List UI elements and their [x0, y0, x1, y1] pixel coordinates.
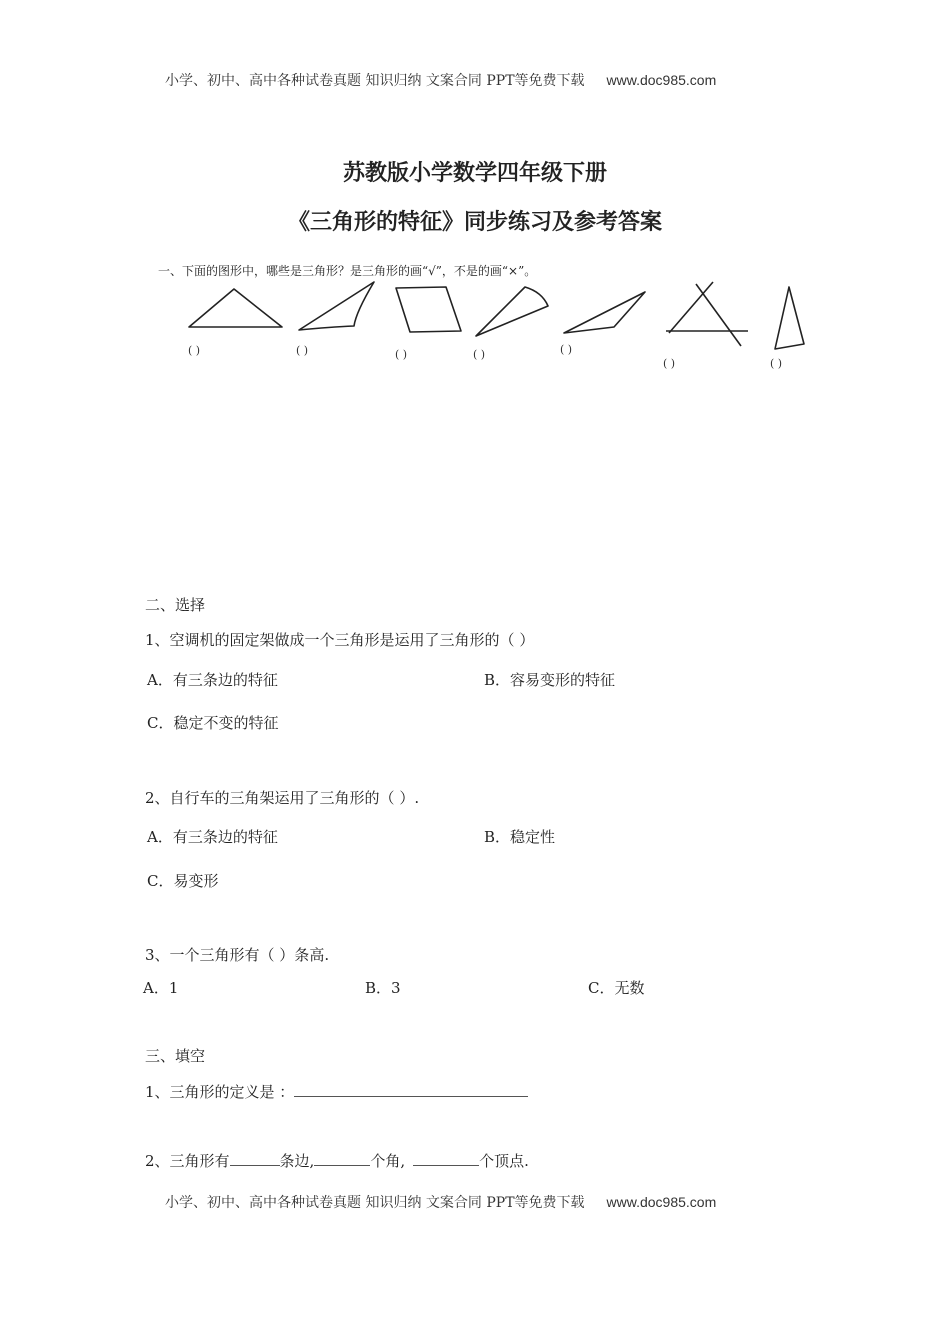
- answer-paren-2[interactable]: ( ): [296, 344, 309, 357]
- q2-3-option-c[interactable]: C．无数: [588, 979, 645, 997]
- header-banner-text: 小学、初中、高中各种试卷真题 知识归纳 文案合同 PPT等免费下载: [165, 73, 585, 89]
- q2-2-option-b[interactable]: B．稳定性: [484, 828, 556, 846]
- page-subtitle: 《三角形的特征》同步练习及参考答案: [287, 209, 662, 235]
- answer-paren-7[interactable]: ( ): [770, 357, 783, 370]
- shape-triangle-obtuse: [189, 289, 282, 327]
- answer-paren-1[interactable]: ( ): [188, 344, 201, 357]
- shapes-figure: [0, 270, 950, 380]
- answer-paren-6[interactable]: ( ): [663, 357, 676, 370]
- fill-q2: [145, 1150, 529, 1171]
- q2-1-option-b[interactable]: B．容易变形的特征: [484, 671, 616, 689]
- shape-cross-line-b: [696, 284, 741, 346]
- q2-3-option-b[interactable]: B．3: [365, 979, 401, 997]
- shape-cross-line-a: [669, 282, 713, 333]
- fill-q1: [145, 1081, 528, 1102]
- q2-2-option-a[interactable]: A．有三条边的特征: [147, 828, 278, 846]
- section1-instruction: 一、下面的图形中，哪些是三角形？是三角形的画“√”，不是的画“×”。: [158, 264, 537, 278]
- q2-2-option-c[interactable]: C．易变形: [147, 872, 219, 890]
- fill-q1-prefix: 1、三角形的定义是 ：: [145, 1083, 295, 1101]
- footer-url-link[interactable]: www.doc985.com: [606, 1194, 717, 1210]
- fill-q2-part2: 条边,: [279, 1152, 315, 1170]
- header-url-link[interactable]: www.doc985.com: [606, 72, 717, 88]
- shape-sector: [476, 287, 548, 336]
- answer-paren-4[interactable]: ( ): [473, 348, 486, 361]
- shape-curved-side: [299, 282, 374, 330]
- shape-quadrilateral: [396, 287, 461, 332]
- q2-1-option-c[interactable]: C．稳定不变的特征: [147, 714, 279, 732]
- fill-q2-blank-edges[interactable]: [230, 1150, 280, 1166]
- shape-thin-triangle: [564, 292, 645, 333]
- fill-q1-blank[interactable]: [294, 1081, 528, 1097]
- footer-banner-text: 小学、初中、高中各种试卷真题 知识归纳 文案合同 PPT等免费下载: [165, 1195, 585, 1211]
- answer-paren-5[interactable]: ( ): [560, 343, 573, 356]
- q2-1-option-a[interactable]: A．有三条边的特征: [147, 671, 278, 689]
- header-banner: [165, 70, 716, 90]
- fill-q2-blank-vertices[interactable]: [413, 1150, 479, 1166]
- section2-heading: 二、选择: [145, 596, 206, 614]
- fill-q2-blank-angles[interactable]: [314, 1150, 370, 1166]
- footer-banner: [165, 1192, 716, 1212]
- fill-q2-part3: 个角,: [370, 1152, 406, 1170]
- section3-heading: 三、填空: [145, 1047, 206, 1065]
- page-title: 苏教版小学数学四年级下册: [342, 160, 607, 186]
- fill-q2-part4: 个顶点.: [479, 1152, 529, 1170]
- q2-3-stem: 3、一个三角形有（ ）条高.: [145, 946, 330, 964]
- q2-1-stem: 1、空调机的固定架做成一个三角形是运用了三角形的（ ）: [145, 631, 535, 649]
- q2-3-option-a[interactable]: A．1: [143, 979, 179, 997]
- fill-q2-part1: 2、三角形有: [145, 1152, 230, 1170]
- shape-narrow-triangle: [775, 287, 804, 349]
- answer-paren-3[interactable]: ( ): [395, 348, 408, 361]
- q2-2-stem: 2、自行车的三角架运用了三角形的（ ）.: [145, 789, 420, 807]
